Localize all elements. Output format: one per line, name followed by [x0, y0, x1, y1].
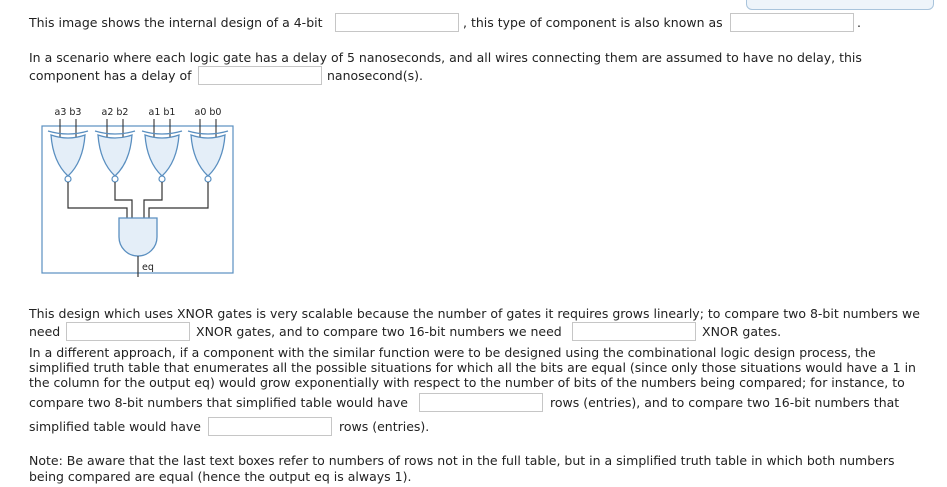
q1-text-middle: , this type of component is also known as — [463, 15, 723, 30]
q3-text-middle: XNOR gates, and to compare two 16-bit numbers we need — [196, 324, 562, 339]
xnor-gate-3 — [48, 131, 88, 182]
top-right-panel-edge — [746, 0, 934, 10]
component-size-input[interactable] — [335, 13, 459, 32]
input-label-a3b3: a3 b3 — [54, 107, 82, 118]
gate-interconnect-wires — [68, 182, 208, 218]
input-label-a0b0: a0 b0 — [194, 107, 222, 118]
q4-text-line3: the column for the output eq) would grow exponentially with respect to the number of bits of the numbers being compared; for instance, to — [29, 375, 905, 390]
rows-8bit-input[interactable] — [419, 393, 543, 412]
and-gate — [119, 218, 157, 256]
q4-text-line1: In a different approach, if a component with the similar function were to be designed using the combinational logic design process, the — [29, 345, 876, 360]
input-label-a2b2: a2 b2 — [101, 107, 129, 118]
q2-text-line1: In a scenario where each logic gate has a delay of 5 nanoseconds, and all wires connecting them are assumed to have no delay, this — [29, 50, 862, 65]
q4-text-line4: compare two 8-bit numbers that simplified table would have — [29, 395, 408, 410]
q3-text-end: XNOR gates. — [702, 324, 782, 339]
q3-text-line1: This design which uses XNOR gates is very scalable because the number of gates it requires grows linearly; to compare two 8-bit numbers we — [29, 306, 920, 321]
rows-16bit-input[interactable] — [208, 417, 332, 436]
q4-text-line4-end: rows (entries), and to compare two 16-bit numbers that — [550, 395, 900, 410]
q1-text-end: . — [857, 15, 861, 30]
q4-text-line5-end: rows (entries). — [339, 419, 430, 434]
xnor-gate-1 — [142, 131, 182, 182]
component-name-input[interactable] — [730, 13, 854, 32]
q4-text-line5: simplified table would have — [29, 419, 201, 434]
xnor-gate-2 — [95, 131, 135, 182]
q3-text-need: need — [29, 324, 61, 339]
q1-text-start: This image shows the internal design of a 4-bit — [29, 15, 323, 30]
output-label-eq: eq — [142, 262, 154, 273]
q2-text-unit: nanosecond(s). — [327, 68, 423, 83]
xnor-count-16bit-input[interactable] — [572, 322, 696, 341]
comparator-diagram — [36, 100, 246, 280]
q2-text-line2: component has a delay of — [29, 68, 192, 83]
q4-text-line2: simplified truth table that enumerates all the possible situations for which all the bits are equal (since only those situations would have a 1 in — [29, 360, 916, 375]
xnor-gate-0 — [188, 131, 228, 182]
delay-input[interactable] — [198, 66, 322, 85]
note-text: Note: Be aware that the last text boxes refer to numbers of rows not in the full table, but in a simplified truth table in which both numbers being compared are equal (hence the output eq is always 1). — [29, 453, 895, 484]
input-label-a1b1: a1 b1 — [148, 107, 176, 118]
xnor-count-8bit-input[interactable] — [66, 322, 190, 341]
